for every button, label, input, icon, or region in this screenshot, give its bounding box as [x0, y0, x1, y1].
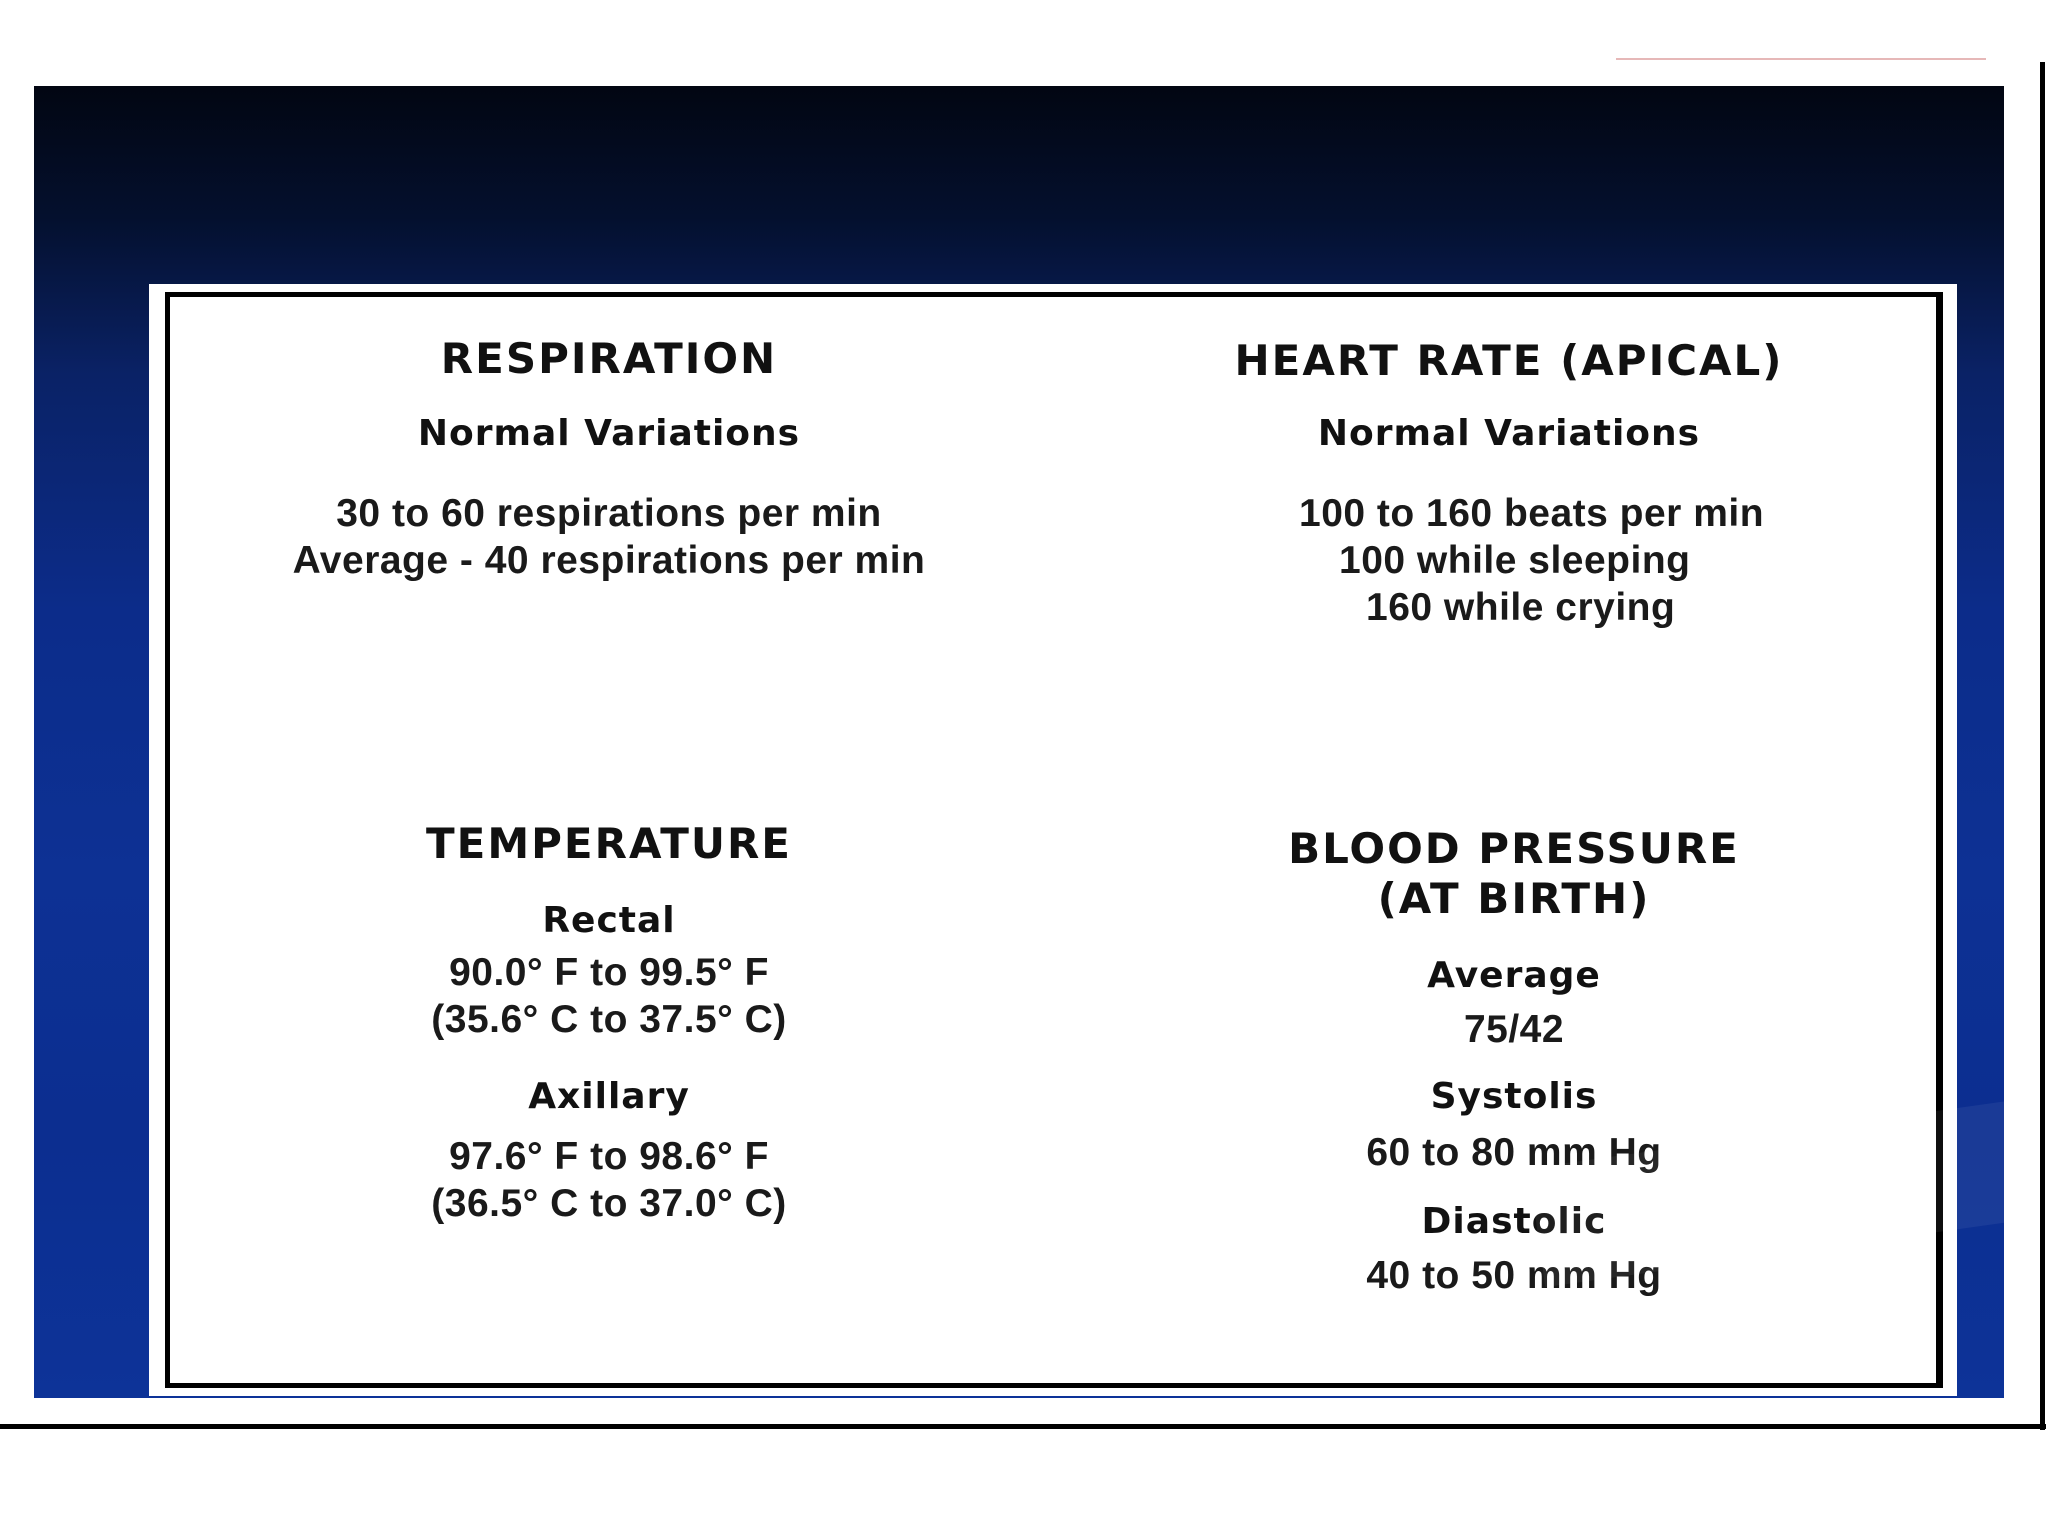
blood-pressure-subtitle: (AT BIRTH): [1377, 874, 1651, 923]
frame-right-edge: [2040, 62, 2045, 1430]
rectal-fahrenheit: 90.0° F to 99.5° F: [449, 951, 769, 994]
bp-average-label: Average: [1427, 955, 1601, 996]
respiration-line: 30 to 60 respirations per min: [336, 492, 882, 535]
temperature-title: TEMPERATURE: [426, 819, 792, 868]
heart-rate-line: 100 while sleeping: [1339, 539, 1691, 582]
blood-pressure-title: BLOOD PRESSURE: [1288, 824, 1740, 873]
axillary-celsius: (36.5° C to 37.0° C): [431, 1182, 787, 1225]
blood-pressure-section: [1109, 824, 1919, 1299]
heart-rate-section: [1109, 336, 1909, 631]
respiration-subtitle: Normal Variations: [417, 413, 801, 454]
heart-rate-subtitle: Normal Variations: [1317, 413, 1701, 454]
bp-systolic-label: Systolis: [1430, 1076, 1598, 1117]
vital-signs-card: [149, 284, 1957, 1396]
top-accent-line: [1616, 58, 1986, 60]
heart-rate-line: 100 to 160 beats per min: [1299, 492, 1765, 535]
frame-bottom-edge: [0, 1424, 2046, 1429]
respiration-title: RESPIRATION: [440, 334, 778, 383]
heart-rate-title: HEART RATE (APICAL): [1234, 336, 1784, 385]
axillary-label: Axillary: [528, 1076, 690, 1117]
bp-systolic-value: 60 to 80 mm Hg: [1366, 1131, 1662, 1174]
bp-diastolic-label: Diastolic: [1421, 1201, 1607, 1242]
rectal-celsius: (35.6° C to 37.5° C): [431, 998, 787, 1041]
respiration-section: [209, 334, 1009, 584]
slide-background: [34, 86, 2004, 1398]
temperature-section: [209, 819, 1009, 1227]
bp-diastolic-value: 40 to 50 mm Hg: [1366, 1254, 1662, 1297]
rectal-label: Rectal: [542, 900, 676, 941]
heart-rate-line: 160 while crying: [1366, 586, 1676, 629]
respiration-line: Average - 40 respirations per min: [292, 539, 926, 582]
axillary-fahrenheit: 97.6° F to 98.6° F: [449, 1135, 769, 1178]
bp-average-value: 75/42: [1463, 1008, 1565, 1051]
